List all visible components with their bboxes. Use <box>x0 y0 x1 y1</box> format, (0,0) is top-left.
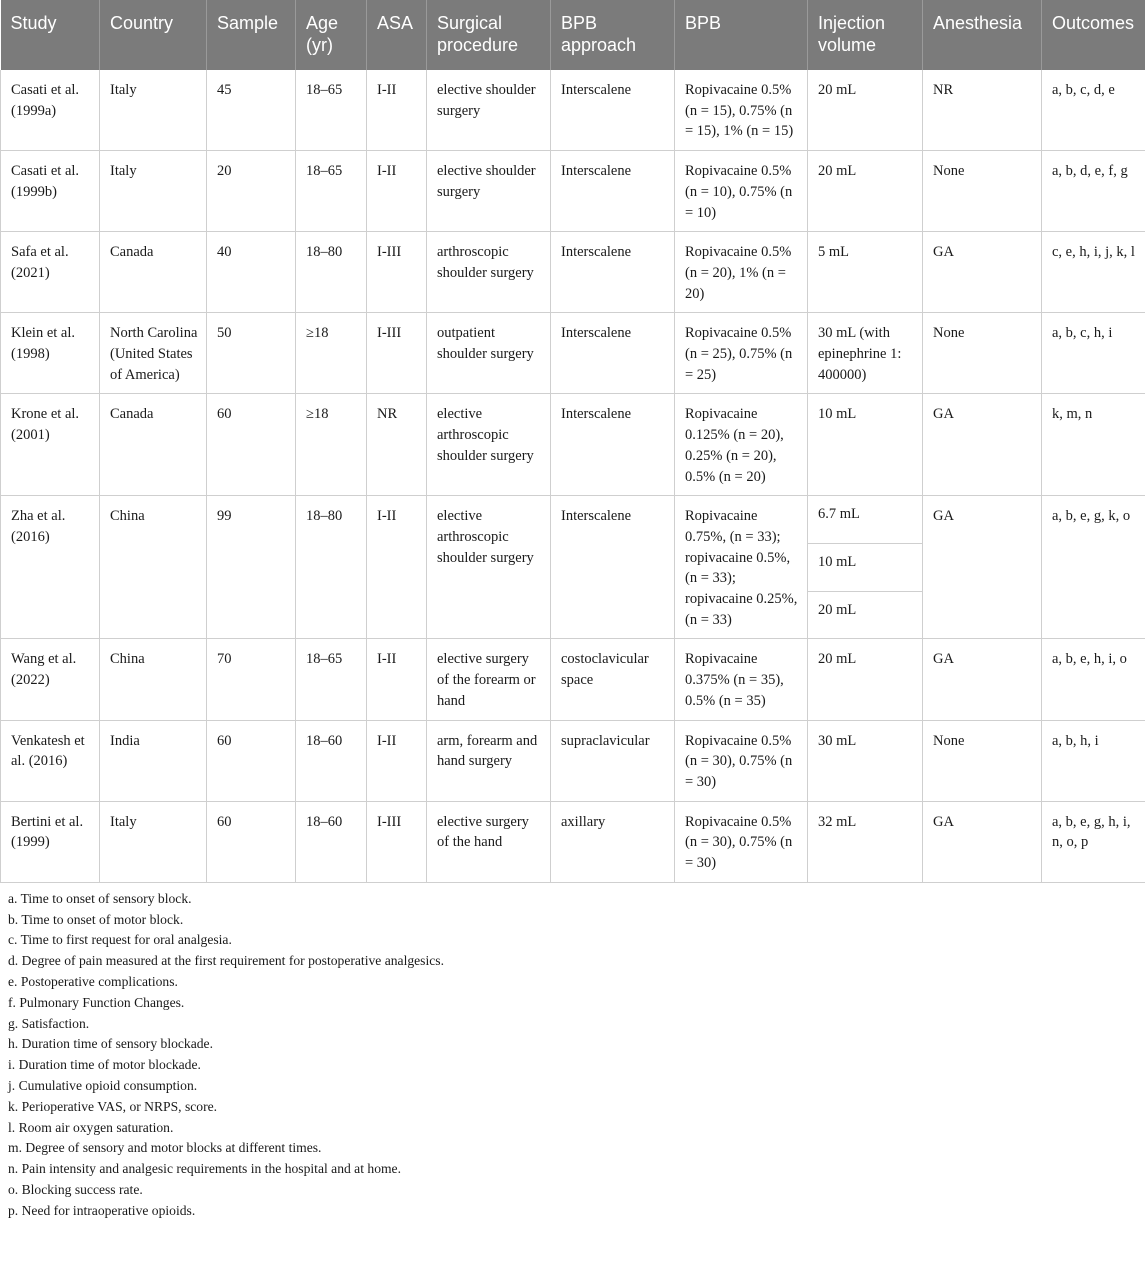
table-footnotes <box>0 883 1145 1222</box>
cell-asa: I-III <box>367 232 427 313</box>
cell-approach: Interscalene <box>551 70 675 151</box>
footnote: p. Need for intraoperative opioids. <box>8 1202 196 1218</box>
cell-approach: Interscalene <box>551 394 675 496</box>
table-row <box>1 313 1145 394</box>
cell-volume: 20 mL <box>808 639 923 720</box>
cell-country: Italy <box>100 801 207 882</box>
cell-bpb: Ropivacaine 0.5% (n = 25), 0.75% (n = 25) <box>675 313 808 394</box>
cell-anesthesia: NR <box>923 70 1042 151</box>
footnote: i. Duration time of motor blockade. <box>8 1057 201 1073</box>
cell-country: Canada <box>100 394 207 496</box>
cell-asa: I-II <box>367 151 427 232</box>
table-row <box>1 639 1145 720</box>
footnote: a. Time to onset of sensory block. <box>8 890 192 906</box>
footnote: d. Degree of pain measured at the first requirement for postoperative analgesics. <box>8 953 444 969</box>
cell-volume: 20 mL <box>808 70 923 151</box>
cell-anesthesia: None <box>923 720 1042 801</box>
cell-procedure: elective arthroscopic shoulder surgery <box>427 496 551 639</box>
cell-outcomes: a, b, c, d, e <box>1042 70 1145 151</box>
cell-sample: 40 <box>207 232 296 313</box>
cell-country: China <box>100 639 207 720</box>
cell-age: ≥18 <box>296 394 367 496</box>
cell-volume: 30 mL <box>808 720 923 801</box>
cell-procedure: outpatient shoulder surgery <box>427 313 551 394</box>
cell-sample: 70 <box>207 639 296 720</box>
table-row <box>1 232 1145 313</box>
cell-anesthesia: GA <box>923 394 1042 496</box>
cell-procedure: elective shoulder surgery <box>427 151 551 232</box>
cell-outcomes: a, b, d, e, f, g <box>1042 151 1145 232</box>
cell-asa: NR <box>367 394 427 496</box>
cell-age: 18–65 <box>296 151 367 232</box>
cell-approach: costoclavicular space <box>551 639 675 720</box>
cell-bpb: Ropivacaine 0.375% (n = 35), 0.5% (n = 35) <box>675 639 808 720</box>
cell-sample: 50 <box>207 313 296 394</box>
header-sample: Sample <box>207 0 296 70</box>
cell-outcomes: a, b, e, h, i, o <box>1042 639 1145 720</box>
cell-country: India <box>100 720 207 801</box>
cell-approach: Interscalene <box>551 232 675 313</box>
cell-asa: I-III <box>367 313 427 394</box>
cell-outcomes: a, b, c, h, i <box>1042 313 1145 394</box>
cell-approach: Interscalene <box>551 496 675 639</box>
cell-outcomes: k, m, n <box>1042 394 1145 496</box>
table-row <box>1 151 1145 232</box>
header-country: Country <box>100 0 207 70</box>
footnote: f. Pulmonary Function Changes. <box>8 994 185 1010</box>
cell-procedure: arthroscopic shoulder surgery <box>427 232 551 313</box>
cell-country: Italy <box>100 151 207 232</box>
cell-volume: 10 mL <box>808 394 923 496</box>
cell-outcomes: a, b, e, g, h, i, n, o, p <box>1042 801 1145 882</box>
cell-procedure: elective shoulder surgery <box>427 70 551 151</box>
cell-study: Klein et al. (1998) <box>1 313 100 394</box>
cell-volume: 20 mL <box>808 591 923 639</box>
cell-bpb: Ropivacaine 0.5% (n = 30), 0.75% (n = 30) <box>675 720 808 801</box>
cell-study: Safa et al. (2021) <box>1 232 100 313</box>
cell-country: Italy <box>100 70 207 151</box>
cell-outcomes: a, b, e, g, k, o <box>1042 496 1145 639</box>
cell-volume: 20 mL <box>808 151 923 232</box>
cell-study: Venkatesh et al. (2016) <box>1 720 100 801</box>
cell-sample: 99 <box>207 496 296 639</box>
cell-age: 18–60 <box>296 720 367 801</box>
cell-study: Zha et al. (2016) <box>1 496 100 639</box>
cell-anesthesia: GA <box>923 801 1042 882</box>
footnote: g. Satisfaction. <box>8 1015 90 1031</box>
cell-procedure: elective arthroscopic shoulder surgery <box>427 394 551 496</box>
cell-approach: Interscalene <box>551 151 675 232</box>
table-row <box>1 496 1145 544</box>
cell-sample: 60 <box>207 394 296 496</box>
footnote: c. Time to first request for oral analgesia. <box>8 932 232 948</box>
footnote: m. Degree of sensory and motor blocks at different times. <box>8 1140 322 1156</box>
cell-country: North Carolina (United States of America) <box>100 313 207 394</box>
cell-volume: 6.7 mL <box>808 496 923 544</box>
cell-sample: 20 <box>207 151 296 232</box>
cell-procedure: elective surgery of the hand <box>427 801 551 882</box>
footnote: n. Pain intensity and analgesic requirements in the hospital and at home. <box>8 1161 401 1177</box>
cell-volume: 32 mL <box>808 801 923 882</box>
table-row <box>1 70 1145 151</box>
cell-outcomes: a, b, h, i <box>1042 720 1145 801</box>
cell-anesthesia: None <box>923 151 1042 232</box>
cell-bpb: Ropivacaine 0.125% (n = 20), 0.25% (n = 20), 0.5% (n = 20) <box>675 394 808 496</box>
cell-approach: Interscalene <box>551 313 675 394</box>
cell-bpb: Ropivacaine 0.75%, (n = 33); ropivacaine 0.5%, (n = 33); ropivacaine 0.25%, (n = 33) <box>675 496 808 639</box>
cell-study: Bertini et al. (1999) <box>1 801 100 882</box>
cell-study: Casati et al. (1999a) <box>1 70 100 151</box>
cell-study: Krone et al. (2001) <box>1 394 100 496</box>
cell-country: China <box>100 496 207 639</box>
cell-asa: I-II <box>367 720 427 801</box>
cell-age: 18–65 <box>296 639 367 720</box>
cell-anesthesia: GA <box>923 639 1042 720</box>
header-asa: ASA <box>367 0 427 70</box>
cell-volume: 10 mL <box>808 543 923 591</box>
footnote: h. Duration time of sensory blockade. <box>8 1036 213 1052</box>
header-surgical-procedure: Surgical procedure <box>427 0 551 70</box>
cell-anesthesia: GA <box>923 232 1042 313</box>
cell-outcomes: c, e, h, i, j, k, l <box>1042 232 1145 313</box>
cell-study: Casati et al. (1999b) <box>1 151 100 232</box>
header-age: Age (yr) <box>296 0 367 70</box>
cell-approach: axillary <box>551 801 675 882</box>
cell-procedure: arm, forearm and hand surgery <box>427 720 551 801</box>
table-header-row <box>1 0 1145 70</box>
footnote: j. Cumulative opioid consumption. <box>8 1077 198 1093</box>
cell-volume: 5 mL <box>808 232 923 313</box>
cell-sample: 60 <box>207 720 296 801</box>
cell-age: 18–60 <box>296 801 367 882</box>
footnote: l. Room air oxygen saturation. <box>8 1119 174 1135</box>
cell-age: 18–65 <box>296 70 367 151</box>
header-study: Study <box>1 0 100 70</box>
cell-asa: I-II <box>367 496 427 639</box>
cell-procedure: elective surgery of the forearm or hand <box>427 639 551 720</box>
cell-anesthesia: None <box>923 313 1042 394</box>
cell-asa: I-II <box>367 70 427 151</box>
table-row <box>1 801 1145 882</box>
cell-sample: 60 <box>207 801 296 882</box>
cell-age: ≥18 <box>296 313 367 394</box>
cell-study: Wang et al. (2022) <box>1 639 100 720</box>
cell-country: Canada <box>100 232 207 313</box>
footnote: e. Postoperative complications. <box>8 973 178 989</box>
cell-asa: I-III <box>367 801 427 882</box>
cell-bpb: Ropivacaine 0.5% (n = 30), 0.75% (n = 30) <box>675 801 808 882</box>
cell-anesthesia: GA <box>923 496 1042 639</box>
header-anesthesia: Anesthesia <box>923 0 1042 70</box>
header-outcomes: Outcomes <box>1042 0 1145 70</box>
table-row <box>1 394 1145 496</box>
cell-bpb: Ropivacaine 0.5% (n = 15), 0.75% (n = 15), 1% (n = 15) <box>675 70 808 151</box>
footnote: b. Time to onset of motor block. <box>8 911 184 927</box>
cell-age: 18–80 <box>296 232 367 313</box>
cell-sample: 45 <box>207 70 296 151</box>
cell-asa: I-II <box>367 639 427 720</box>
header-injection-volume: Injection volume <box>808 0 923 70</box>
cell-bpb: Ropivacaine 0.5% (n = 10), 0.75% (n = 10) <box>675 151 808 232</box>
cell-approach: supraclavicular <box>551 720 675 801</box>
footnote: k. Perioperative VAS, or NRPS, score. <box>8 1098 218 1114</box>
footnote: o. Blocking success rate. <box>8 1181 143 1197</box>
cell-bpb: Ropivacaine 0.5% (n = 20), 1% (n = 20) <box>675 232 808 313</box>
header-bpb: BPB <box>675 0 808 70</box>
cell-age: 18–80 <box>296 496 367 639</box>
table-row <box>1 720 1145 801</box>
cell-volume: 30 mL (with epinephrine 1: 400000) <box>808 313 923 394</box>
header-bpb-approach: BPB approach <box>551 0 675 70</box>
